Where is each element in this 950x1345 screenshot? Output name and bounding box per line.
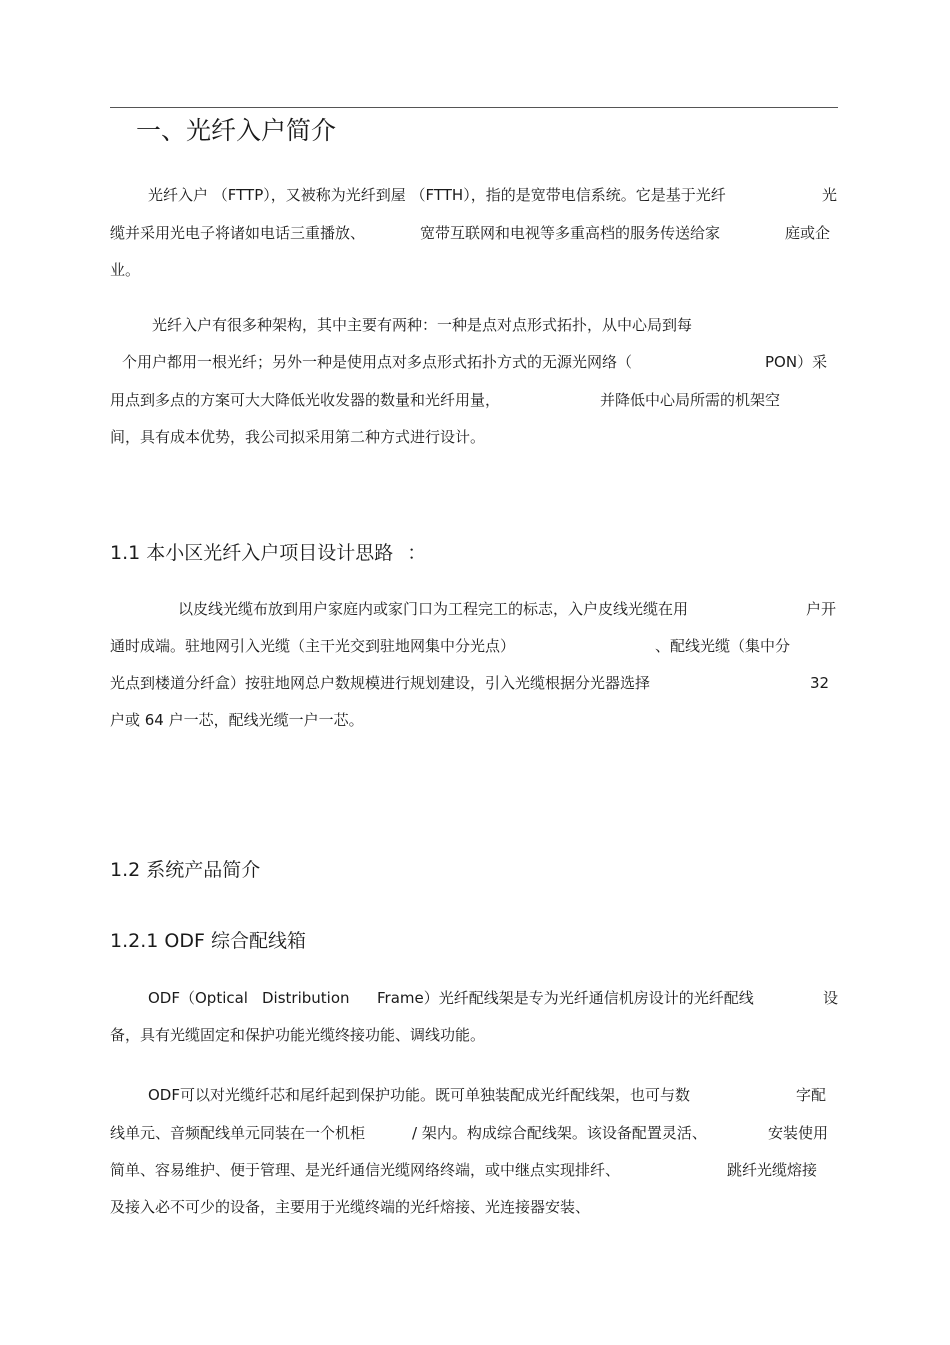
paragraph-fragment: 、配线光缆（集中分 (655, 637, 791, 655)
paragraph-line: 业。 (110, 261, 141, 279)
paragraph-line: 及接入必不可少的设备，主要用于光缆终端的光纤熔接、光连接器安装、 (110, 1198, 591, 1216)
paragraph-fragment: 32 (810, 674, 830, 692)
paragraph-line: 通时成端。驻地网引入光缆（主干光交到驻地网集中分光点） (110, 637, 516, 655)
paragraph-line: 缆并采用光电子将诸如电话三重播放、 (110, 224, 366, 242)
header-rule (110, 107, 838, 108)
paragraph-fragment: 并降低中心局所需的机架空 (600, 391, 781, 409)
paragraph-fragment: 光 (822, 186, 838, 204)
paragraph-line: 以皮线光缆布放到用户家庭内或家门口为工程完工的标志，入户皮线光缆在用 (178, 600, 689, 618)
paragraph-line: 户或 64 户一芯，配线光缆一户一芯。 (110, 711, 364, 729)
section-title-odf: 1.2.1 ODF 综合配线箱 (110, 930, 306, 952)
section-title-products: 1.2 系统产品简介 (110, 859, 261, 881)
paragraph-fragment: / 架内。构成综合配线架。该设备配置灵活、 (412, 1124, 707, 1142)
paragraph-line: 光纤入户有很多种架构，其中主要有两种：一种是点对点形式拓扑，从中心局到每 (152, 316, 693, 334)
section-title-text: 1.1 本小区光纤入户项目设计思路 (110, 542, 394, 564)
paragraph-fragment: 庭或企 (785, 224, 831, 242)
paragraph-fragment: Frame）光纤配线架是专为光纤通信机房设计的光纤配线 (377, 989, 754, 1007)
paragraph-line: 光纤入户 （FTTP），又被称为光纤到屋 （FTTH），指的是宽带电信系统。它是基于光纤 (148, 186, 726, 204)
section-title-fiber-intro: 一、光纤入户简介 (136, 116, 337, 145)
paragraph-line: 简单、容易维护、便于管理、是光纤通信光缆网络终端，或中继点实现排纤、 (110, 1161, 621, 1179)
paragraph-line: 间，具有成本优势，我公司拟采用第二种方式进行设计。 (110, 428, 486, 446)
paragraph-fragment: 字配 (796, 1086, 827, 1104)
paragraph-fragment: 跳纤光缆熔接 (727, 1161, 818, 1179)
paragraph-fragment: 宽带互联网和电视等多重高档的服务传送给家 (420, 224, 721, 242)
section-title-design-approach (110, 538, 426, 565)
paragraph-line: 线单元、音频配线单元同装在一个机柜 (110, 1124, 366, 1142)
paragraph-fragment: PON）采 (765, 353, 828, 371)
paragraph-fragment: ODF（Optical (148, 989, 248, 1007)
paragraph-line: 个用户都用一根光纤；另外一种是使用点对多点形式拓扑方式的无源光网络（ (122, 353, 633, 371)
paragraph-line: 光点到楼道分纤盒）按驻地网总户数规模进行规划建设，引入光缆根据分光器选择 (110, 674, 651, 692)
paragraph-fragment: 安装使用 (768, 1124, 829, 1142)
paragraph-fragment: 设 (823, 989, 839, 1007)
paragraph-line: 备，具有光缆固定和保护功能光缆终接功能、调线功能。 (110, 1026, 486, 1044)
section-title-colon: ： (407, 542, 427, 564)
paragraph-fragment: 户开 (806, 600, 837, 618)
paragraph-line: ODF可以对光缆纤芯和尾纤起到保护功能。既可单独装配成光纤配线架，也可与数 (148, 1086, 690, 1104)
paragraph-fragment: Distribution (262, 989, 350, 1007)
paragraph-line: 用点到多点的方案可大大降低光收发器的数量和光纤用量， (110, 391, 501, 409)
